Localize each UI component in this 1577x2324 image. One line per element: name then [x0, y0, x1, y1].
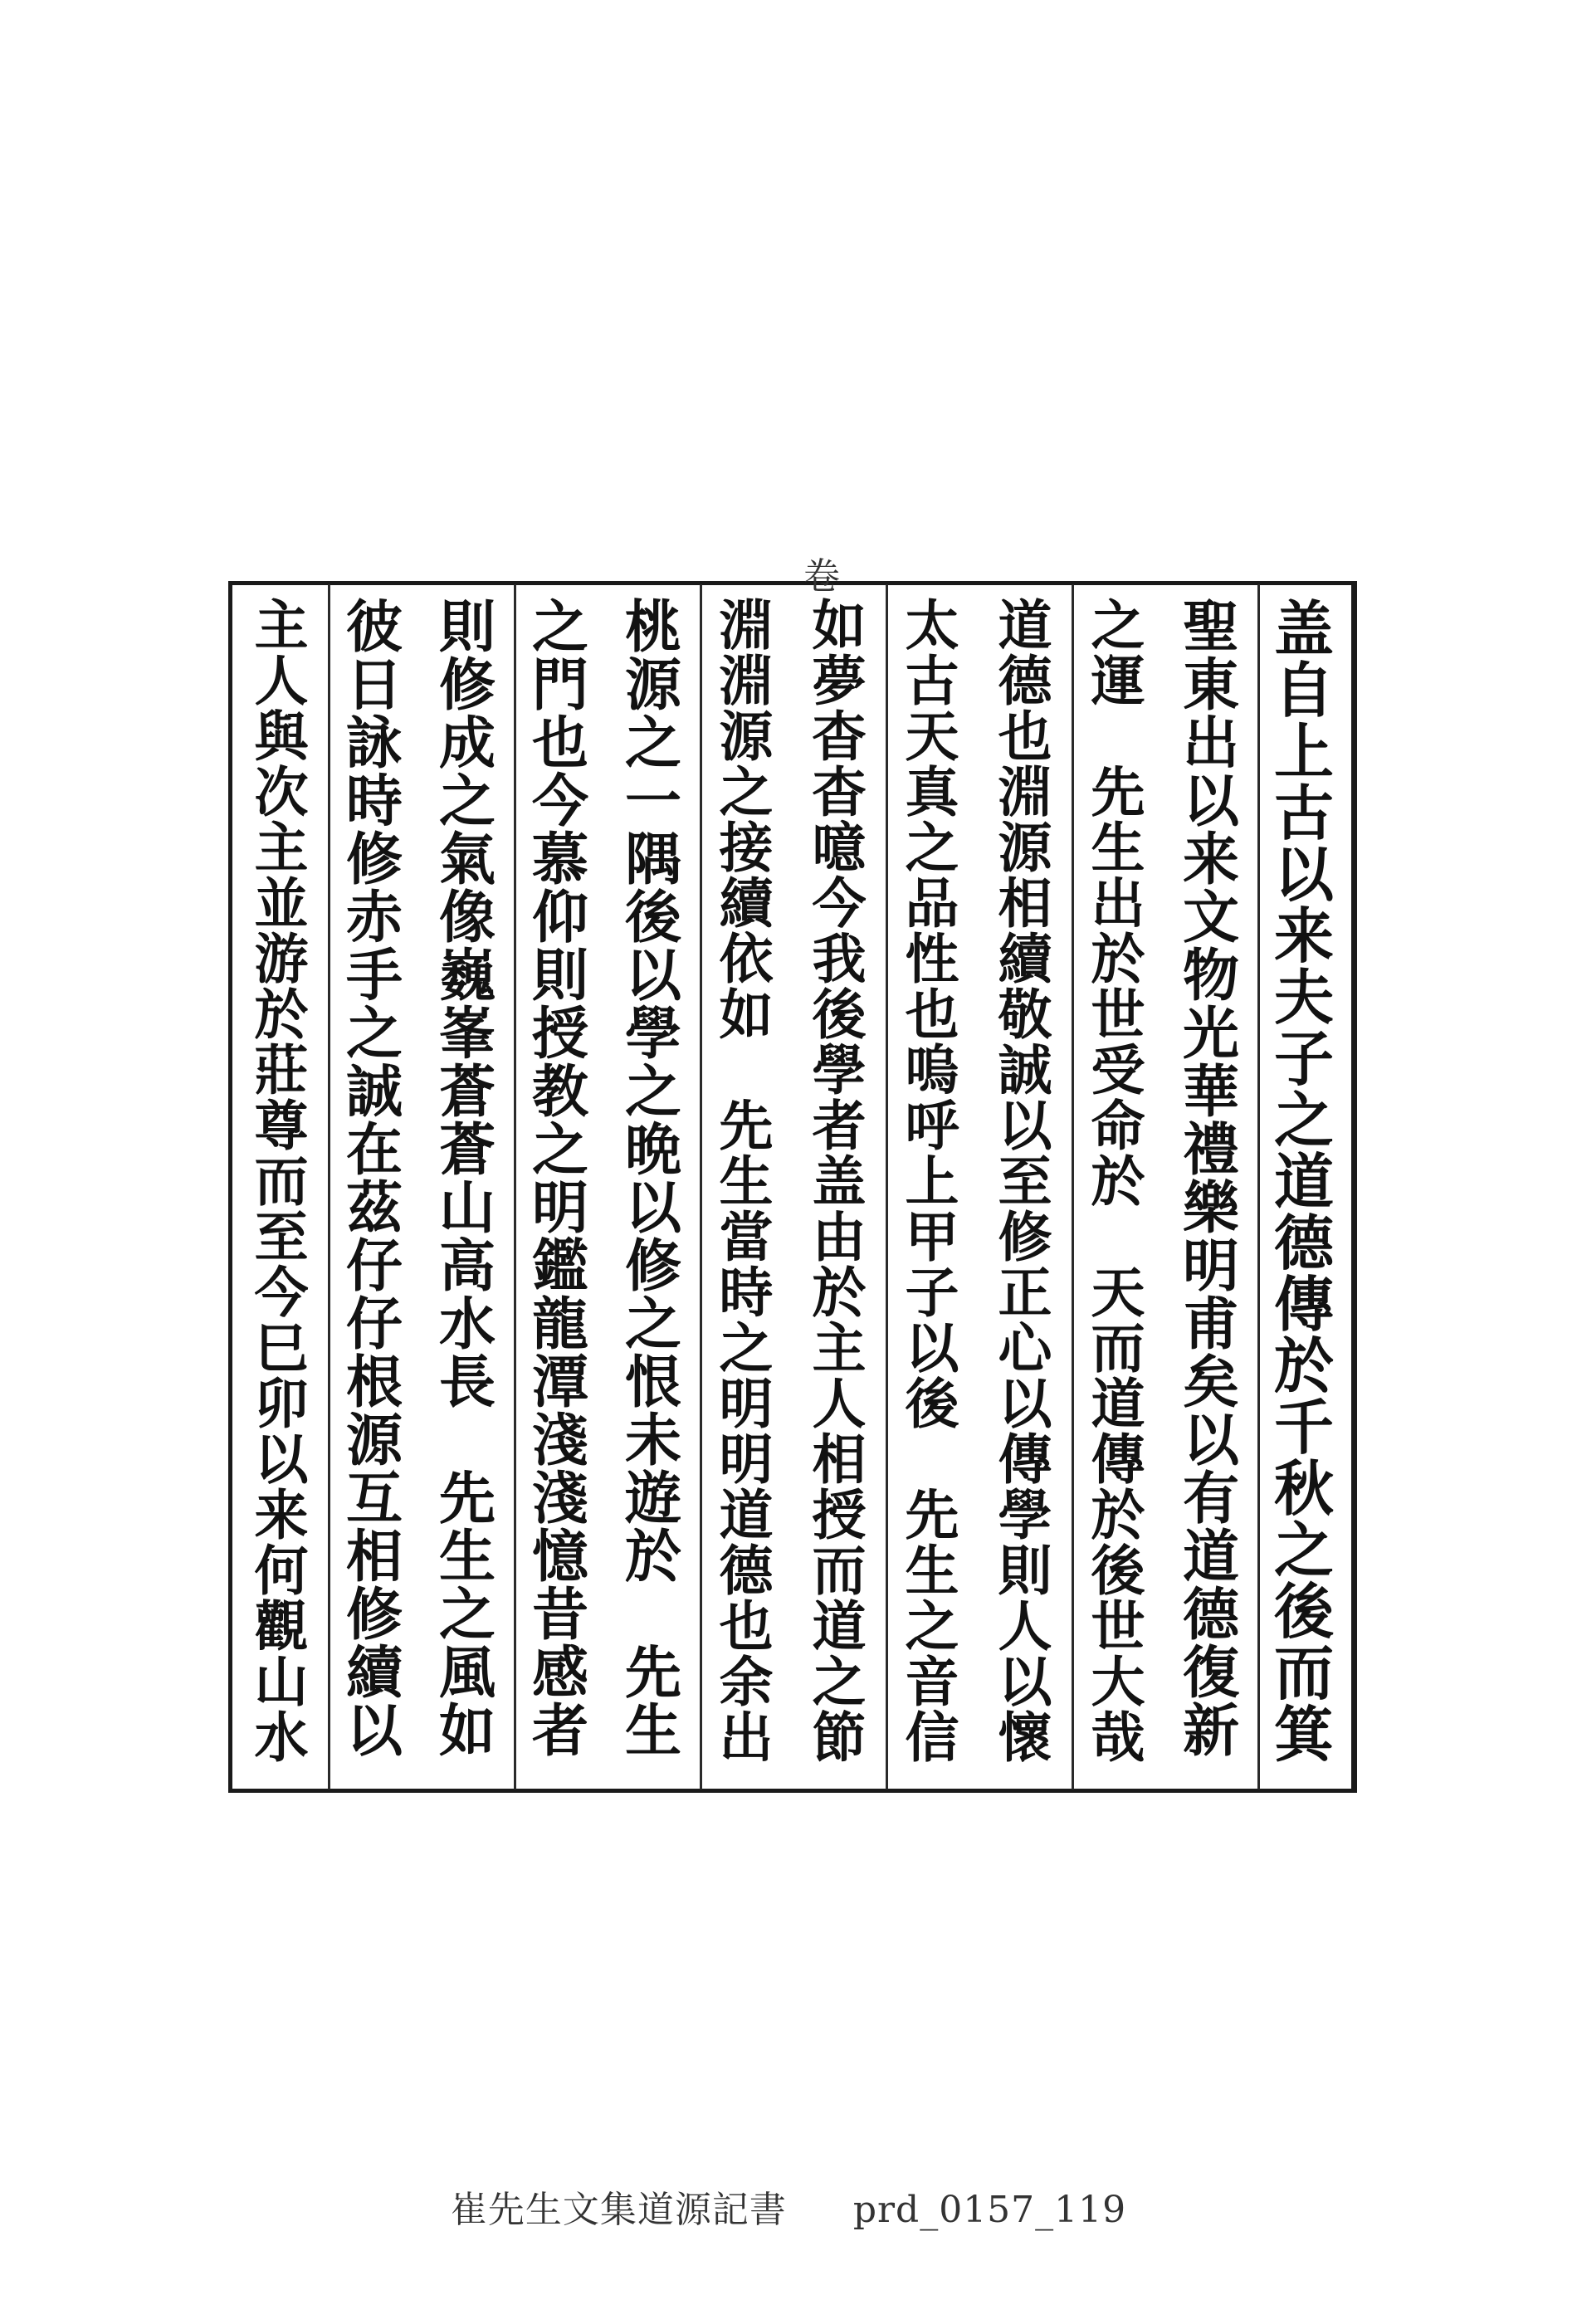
glyph: 並 — [254, 872, 309, 935]
glyph: 傳 — [1091, 1428, 1145, 1492]
glyph: 依 — [719, 928, 774, 991]
caption-page-id: prd_0157_119 — [852, 2189, 1127, 2231]
glyph: 来 — [1273, 901, 1334, 971]
glyph: 之 — [624, 710, 681, 777]
column-rule — [886, 584, 888, 1789]
glyph: 誠 — [345, 1059, 403, 1125]
column-text — [812, 594, 867, 1770]
glyph: 之 — [905, 1595, 959, 1658]
glyph: 箕 — [1273, 1699, 1334, 1770]
glyph: 長 — [438, 1350, 496, 1416]
glyph: 嗚 — [905, 1039, 959, 1102]
manuscript-block — [228, 555, 1357, 1793]
glyph: 明 — [719, 1373, 774, 1436]
glyph: 成 — [438, 710, 496, 777]
glyph: 與 — [254, 706, 309, 769]
text-column-8 — [607, 594, 700, 1775]
glyph: 水 — [254, 1706, 309, 1770]
glyph: 復 — [1182, 1640, 1239, 1706]
glyph: 後 — [812, 984, 867, 1047]
glyph: 授 — [531, 1001, 588, 1067]
glyph: 夫 — [1273, 962, 1334, 1033]
glyph: 聖 — [1182, 594, 1239, 661]
glyph: 傳 — [1273, 1269, 1334, 1340]
glyph: 則 — [438, 594, 496, 661]
glyph: 也 — [998, 706, 1052, 769]
column-text — [345, 594, 403, 1765]
glyph: 而 — [1091, 1317, 1145, 1380]
glyph: 接 — [719, 817, 774, 880]
glyph: 以 — [998, 1373, 1052, 1436]
glyph: 今 — [812, 872, 867, 935]
glyph: 之 — [1273, 1515, 1334, 1585]
glyph: 正 — [998, 1262, 1052, 1325]
glyph: 明 — [531, 1175, 588, 1242]
glyph: 於 — [1091, 1484, 1145, 1547]
glyph: 子 — [905, 1262, 959, 1325]
glyph: 感 — [531, 1640, 588, 1706]
glyph: 人 — [998, 1595, 1052, 1658]
column-rule — [514, 584, 516, 1789]
glyph: 世 — [1091, 984, 1145, 1047]
glyph: 懷 — [998, 1706, 1052, 1770]
glyph: 道 — [998, 594, 1052, 657]
glyph: 於 — [624, 1524, 681, 1590]
glyph: 呼 — [905, 1095, 959, 1158]
glyph: 莊 — [254, 1039, 309, 1102]
glyph: 德 — [998, 650, 1052, 713]
glyph: 生 — [438, 1524, 496, 1590]
glyph: 人 — [812, 1373, 867, 1436]
glyph: 晩 — [624, 1117, 681, 1184]
glyph: 恨 — [624, 1350, 681, 1416]
glyph: 修 — [345, 1582, 403, 1648]
glyph: 以 — [345, 1698, 403, 1765]
text-column-10 — [421, 594, 514, 1775]
text-column-4 — [979, 594, 1072, 1775]
glyph: 源 — [719, 706, 774, 769]
glyph: 德 — [1182, 1582, 1239, 1648]
glyph: 人 — [254, 650, 309, 713]
glyph: 文 — [1182, 885, 1239, 951]
glyph: 後 — [1091, 1540, 1145, 1603]
glyph: 敬 — [998, 984, 1052, 1047]
glyph: 自 — [1273, 655, 1334, 725]
glyph: 相 — [998, 872, 1052, 935]
glyph: 仔 — [345, 1291, 403, 1358]
column-text — [1273, 593, 1334, 1770]
glyph: 以 — [624, 1175, 681, 1242]
glyph: 盖 — [1273, 593, 1334, 664]
glyph: 也 — [719, 1595, 774, 1658]
glyph: 新 — [1182, 1698, 1239, 1765]
glyph: 彼 — [345, 594, 403, 661]
glyph: 至 — [254, 1206, 309, 1269]
glyph: 手 — [345, 943, 403, 1009]
text-column-3 — [1072, 594, 1164, 1775]
glyph: 峯 — [438, 1001, 496, 1067]
glyph: 一 — [624, 769, 681, 835]
glyph: 品 — [905, 872, 959, 935]
glyph: 則 — [998, 1540, 1052, 1603]
glyph: 淺 — [531, 1466, 588, 1532]
glyph: 先 — [438, 1466, 496, 1532]
glyph: 巍 — [438, 943, 496, 1009]
glyph: 者 — [812, 1095, 867, 1158]
glyph: 昔 — [531, 1582, 588, 1648]
glyph: 淵 — [998, 761, 1052, 824]
glyph: 茲 — [345, 1175, 403, 1242]
glyph: 音 — [905, 1651, 959, 1714]
glyph: 之 — [438, 1582, 496, 1648]
glyph: 門 — [531, 652, 588, 719]
text-column-5 — [886, 594, 979, 1775]
glyph: 生 — [624, 1698, 681, 1765]
glyph: 憶 — [531, 1524, 588, 1590]
glyph: 出 — [1182, 710, 1239, 777]
glyph: 學 — [812, 1039, 867, 1102]
glyph: 詠 — [345, 710, 403, 777]
glyph: 以 — [254, 1428, 309, 1492]
glyph: 隅 — [624, 827, 681, 893]
glyph: 噫 — [812, 817, 867, 880]
glyph: 生 — [1091, 817, 1145, 880]
glyph: 則 — [531, 943, 588, 1009]
glyph: 之 — [1091, 594, 1145, 657]
glyph: 杳 — [812, 706, 867, 769]
glyph: 慕 — [531, 827, 588, 893]
glyph: 太 — [905, 594, 959, 657]
glyph: 夢 — [812, 650, 867, 713]
glyph: 遊 — [624, 1466, 681, 1532]
glyph: 也 — [531, 710, 588, 777]
glyph: 今 — [531, 769, 588, 835]
text-column-2 — [1164, 594, 1257, 1775]
glyph: 潭 — [531, 1350, 588, 1416]
glyph: 之 — [1273, 1085, 1334, 1155]
glyph: 氣 — [438, 827, 496, 893]
column-text — [1182, 594, 1239, 1765]
glyph: 授 — [812, 1484, 867, 1547]
glyph: 我 — [812, 928, 867, 991]
glyph: 之 — [345, 1001, 403, 1067]
glyph: 赤 — [345, 885, 403, 951]
glyph: 修 — [998, 1206, 1052, 1269]
glyph: 誠 — [998, 1039, 1052, 1102]
glyph: 道 — [812, 1595, 867, 1658]
glyph: 游 — [254, 928, 309, 991]
glyph: 續 — [345, 1640, 403, 1706]
glyph: 有 — [1182, 1466, 1239, 1532]
glyph: 由 — [812, 1206, 867, 1269]
glyph: 山 — [438, 1175, 496, 1242]
column-text — [719, 594, 774, 1770]
glyph: 蒼 — [438, 1059, 496, 1125]
glyph: 而 — [1273, 1638, 1334, 1708]
glyph: 以 — [1273, 839, 1334, 910]
glyph: 来 — [254, 1484, 309, 1547]
glyph: 出 — [1091, 872, 1145, 935]
glyph: 桃 — [624, 594, 681, 661]
glyph: 以 — [1182, 769, 1239, 835]
glyph: 淵 — [719, 594, 774, 657]
glyph: 大 — [1091, 1651, 1145, 1714]
text-column-12 — [235, 594, 328, 1775]
glyph: 天 — [905, 706, 959, 769]
glyph: 物 — [1182, 943, 1239, 1009]
glyph: 之 — [531, 594, 588, 661]
glyph: 世 — [1091, 1595, 1145, 1658]
glyph: 淵 — [719, 650, 774, 713]
glyph: 源 — [345, 1408, 403, 1474]
text-column-9 — [514, 594, 607, 1775]
glyph: 今 — [254, 1262, 309, 1325]
glyph: 生 — [719, 1150, 774, 1213]
glyph: 高 — [438, 1233, 496, 1300]
glyph: 盖 — [812, 1150, 867, 1213]
glyph: 修 — [438, 652, 496, 719]
glyph: 德 — [1273, 1208, 1334, 1278]
glyph: 蒼 — [438, 1117, 496, 1184]
glyph: 秋 — [1273, 1453, 1334, 1524]
glyph: 後 — [905, 1373, 959, 1436]
glyph: 之 — [719, 1317, 774, 1380]
glyph: 巳 — [254, 1317, 309, 1380]
glyph: 仔 — [345, 1233, 403, 1300]
glyph: 水 — [438, 1291, 496, 1358]
column-text — [1091, 594, 1145, 1770]
glyph: 而 — [254, 1150, 309, 1213]
glyph: 時 — [345, 769, 403, 835]
glyph: 華 — [1182, 1059, 1239, 1125]
glyph: 也 — [905, 984, 959, 1047]
glyph: 卯 — [254, 1373, 309, 1436]
glyph: 以 — [998, 1095, 1052, 1158]
caption-title: 崔先生文集道源記書 — [450, 2189, 787, 2231]
glyph: 哉 — [1091, 1706, 1145, 1770]
glyph: 運 — [1091, 650, 1145, 713]
glyph: 於 — [254, 984, 309, 1047]
glyph: 道 — [1091, 1373, 1145, 1436]
glyph: 風 — [438, 1640, 496, 1706]
column-rule — [1257, 584, 1260, 1789]
glyph: 龍 — [531, 1291, 588, 1358]
glyph: 矣 — [1182, 1350, 1239, 1416]
glyph: 何 — [254, 1540, 309, 1603]
glyph: 禮 — [1182, 1117, 1239, 1184]
glyph: 出 — [719, 1706, 774, 1770]
glyph: 學 — [998, 1484, 1052, 1547]
text-column-7 — [700, 594, 793, 1775]
glyph: 於 — [812, 1262, 867, 1325]
glyph: 而 — [812, 1540, 867, 1603]
glyph: 甫 — [1182, 1291, 1239, 1358]
glyph: 仰 — [531, 885, 588, 951]
page-caption — [0, 2180, 1577, 2233]
glyph: 千 — [1273, 1392, 1334, 1462]
glyph: 以 — [998, 1651, 1052, 1714]
glyph: 先 — [624, 1640, 681, 1706]
glyph: 光 — [1182, 1001, 1239, 1067]
text-column-11 — [328, 594, 421, 1775]
glyph: 受 — [1091, 1039, 1145, 1102]
glyph: 子 — [1273, 1023, 1334, 1094]
glyph: 觀 — [254, 1595, 309, 1658]
glyph: 明 — [1182, 1233, 1239, 1300]
glyph: 續 — [719, 872, 774, 935]
glyph: 源 — [998, 817, 1052, 880]
column-rule — [1072, 584, 1074, 1789]
glyph: 東 — [1182, 652, 1239, 719]
glyph: 之 — [624, 1291, 681, 1358]
glyph: 来 — [1182, 827, 1239, 893]
glyph: 之 — [624, 1059, 681, 1125]
glyph: 相 — [812, 1428, 867, 1492]
glyph: 道 — [719, 1484, 774, 1547]
glyph: 先 — [1091, 761, 1145, 824]
glyph: 節 — [812, 1706, 867, 1770]
column-text — [531, 594, 588, 1765]
glyph: 修 — [345, 827, 403, 893]
column-text — [905, 594, 959, 1770]
column-text — [438, 594, 496, 1765]
glyph: 道 — [1273, 1146, 1334, 1217]
glyph: 德 — [719, 1540, 774, 1603]
glyph: 互 — [345, 1466, 403, 1532]
glyph: 根 — [345, 1350, 403, 1416]
glyph: 之 — [438, 769, 496, 835]
glyph: 相 — [345, 1524, 403, 1590]
glyph: 上 — [905, 1150, 959, 1213]
glyph: 心 — [998, 1317, 1052, 1380]
glyph: 未 — [624, 1408, 681, 1474]
glyph: 後 — [1273, 1576, 1334, 1647]
glyph: 明 — [719, 1428, 774, 1492]
glyph: 像 — [438, 885, 496, 951]
glyph: 之 — [905, 817, 959, 880]
glyph: 甲 — [905, 1206, 959, 1269]
glyph: 生 — [905, 1540, 959, 1603]
glyph: 信 — [905, 1706, 959, 1770]
glyph: 山 — [254, 1651, 309, 1714]
glyph: 淺 — [531, 1408, 588, 1474]
glyph: 源 — [624, 652, 681, 719]
glyph: 道 — [1182, 1524, 1239, 1590]
glyph: 之 — [719, 761, 774, 824]
glyph: 天 — [1091, 1262, 1145, 1325]
glyph: 之 — [812, 1651, 867, 1714]
glyph: 教 — [531, 1059, 588, 1125]
text-column-6 — [793, 594, 886, 1775]
glyph: 如 — [812, 594, 867, 657]
column-rule — [700, 584, 702, 1789]
glyph: 主 — [254, 594, 309, 657]
glyph: 修 — [624, 1233, 681, 1300]
column-text — [624, 594, 681, 1765]
column-text — [254, 594, 309, 1770]
glyph: 鑑 — [531, 1233, 588, 1300]
glyph: 於 — [1091, 928, 1145, 991]
glyph: 當 — [719, 1206, 774, 1269]
glyph: 如 — [438, 1698, 496, 1765]
glyph: 在 — [345, 1117, 403, 1184]
glyph: 以 — [624, 943, 681, 1009]
glyph: 於 — [1091, 1150, 1145, 1213]
glyph: 者 — [531, 1698, 588, 1765]
column-rule — [328, 584, 330, 1789]
fold-mark: 卷 — [803, 555, 840, 598]
glyph: 余 — [719, 1651, 774, 1714]
glyph: 尊 — [254, 1095, 309, 1158]
glyph: 以 — [905, 1317, 959, 1380]
glyph: 古 — [905, 650, 959, 713]
glyph: 傳 — [998, 1428, 1052, 1492]
glyph: 先 — [905, 1484, 959, 1547]
glyph: 先 — [719, 1095, 774, 1158]
glyph: 日 — [345, 652, 403, 719]
glyph: 命 — [1091, 1095, 1145, 1158]
glyph: 至 — [998, 1150, 1052, 1213]
glyph: 真 — [905, 761, 959, 824]
glyph: 主 — [254, 817, 309, 880]
glyph: 以 — [1182, 1408, 1239, 1474]
glyph: 後 — [624, 885, 681, 951]
glyph: 杳 — [812, 761, 867, 824]
glyph: 如 — [719, 984, 774, 1047]
glyph: 於 — [1273, 1330, 1334, 1401]
text-column-1 — [1257, 593, 1350, 1775]
glyph: 古 — [1273, 778, 1334, 848]
glyph: 上 — [1273, 716, 1334, 787]
glyph: 續 — [998, 928, 1052, 991]
glyph: 樂 — [1182, 1175, 1239, 1242]
glyph: 次 — [254, 761, 309, 824]
glyph: 時 — [719, 1262, 774, 1325]
glyph: 性 — [905, 928, 959, 991]
column-text — [998, 594, 1052, 1770]
glyph: 之 — [531, 1117, 588, 1184]
glyph: 學 — [624, 1001, 681, 1067]
glyph: 主 — [812, 1317, 867, 1380]
